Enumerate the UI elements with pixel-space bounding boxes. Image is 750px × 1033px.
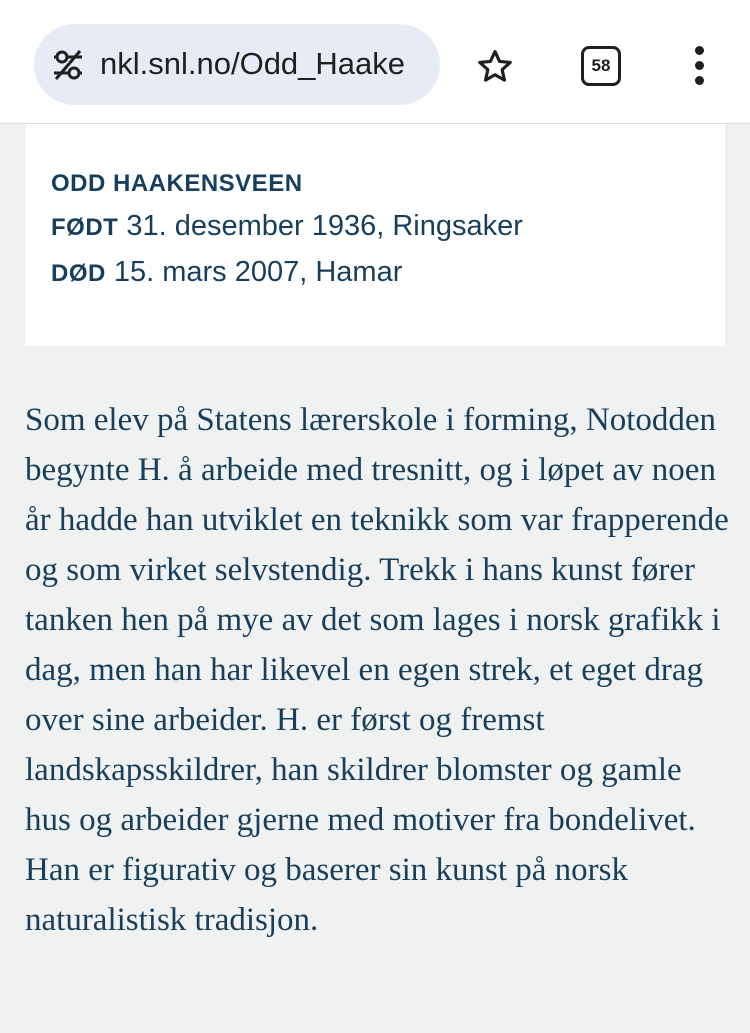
star-icon[interactable]: [474, 46, 516, 88]
fact-box: [25, 124, 725, 346]
browser-toolbar: [0, 0, 750, 124]
article-paragraph: Som elev på Statens lærerskole i forming, Notodden begynte H. å arbeide med tresnitt, og i løpet av noen år hadde han utviklet en teknikk som var frapperende og som virket selvstendig. Trekk i hans kunst fører tanken hen på mye av det som lages i norsk grafikk i dag, men han har likevel en egen strek, et eget drag over sine arbeider. H. er først og fremst landskapsskildrer, han skildrer blomster og gamle hus og arbeider gjerne med motiver fra bondelivet. Han er figurativ og baserer sin kunst på norsk naturalistisk tradisjon.: [25, 402, 729, 938]
born-row: [51, 210, 523, 243]
url-text[interactable]: nkl.snl.no/Odd_Haake: [100, 46, 406, 81]
tab-switcher-button[interactable]: [581, 46, 619, 84]
born-label: FØDT: [51, 214, 119, 241]
address-bar[interactable]: [34, 24, 440, 105]
person-name: ODD HAAKENSVEEN: [51, 170, 303, 197]
more-vert-icon[interactable]: [687, 44, 713, 88]
died-row: [51, 256, 402, 289]
born-value: 31. desember 1936, Ringsaker: [126, 210, 523, 242]
tab-count: 58: [581, 46, 621, 86]
died-value: 15. mars 2007, Hamar: [113, 256, 403, 288]
died-label: DØD: [51, 260, 106, 287]
tune-icon[interactable]: [50, 49, 86, 81]
